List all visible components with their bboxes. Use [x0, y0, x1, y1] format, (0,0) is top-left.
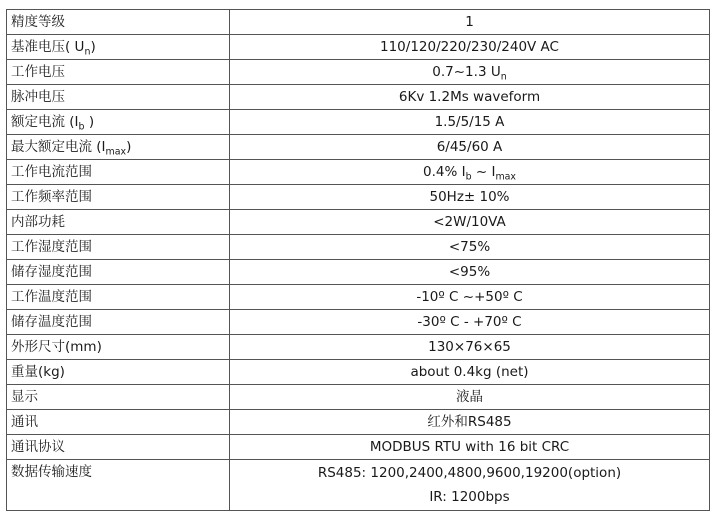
cell-text: 110/120/220/230/240V AC	[380, 39, 559, 55]
value-cell	[230, 85, 710, 110]
cell-text: 130×76×65	[428, 339, 511, 355]
cell-text: <95%	[448, 264, 491, 280]
cell-text: 通讯协议	[11, 439, 65, 455]
parameter-cell	[7, 135, 230, 160]
table-row	[7, 410, 710, 435]
subscript: max	[495, 171, 517, 183]
cell-text: RS485: 1200,2400,4800,9600,19200(option)	[317, 465, 622, 481]
cell-text: ~ I	[471, 164, 496, 180]
parameter-cell	[7, 360, 230, 385]
cell-text: MODBUS RTU with 16 bit CRC	[369, 439, 570, 455]
subscript: b	[78, 121, 85, 133]
cell-text: -30º C - +70º C	[417, 314, 522, 330]
cell-text: 工作温度范围	[11, 289, 92, 305]
cell-text: 重量(kg)	[11, 364, 65, 380]
table-row	[7, 210, 710, 235]
cell-text: 液晶	[456, 389, 483, 405]
cell-text: 储存湿度范围	[11, 264, 92, 280]
table-row	[7, 335, 710, 360]
parameter-cell	[7, 385, 230, 410]
spec-table	[6, 9, 710, 511]
table-row	[7, 235, 710, 260]
value-line	[234, 461, 705, 485]
cell-text: 50Hz± 10%	[429, 189, 510, 205]
cell-text: 0.4% I	[422, 164, 466, 180]
value-cell	[230, 35, 710, 60]
parameter-cell	[7, 285, 230, 310]
value-cell	[230, 360, 710, 385]
cell-text: 通讯	[11, 414, 38, 430]
table-row	[7, 135, 710, 160]
cell-text: 内部功耗	[11, 214, 65, 230]
table-row	[7, 360, 710, 385]
cell-text: 0.7~1.3 U	[432, 64, 501, 80]
table-row	[7, 85, 710, 110]
cell-text: IR: 1200bps	[429, 489, 510, 505]
cell-text: 最大额定电流 (I	[11, 139, 106, 155]
parameter-cell	[7, 160, 230, 185]
value-cell	[230, 335, 710, 360]
cell-text: 基准电压( U	[11, 39, 85, 55]
cell-text: 1.5/5/15 A	[434, 114, 505, 130]
parameter-cell	[7, 85, 230, 110]
value-cell	[230, 285, 710, 310]
parameter-cell	[7, 235, 230, 260]
cell-text: 工作电压	[11, 64, 65, 80]
parameter-cell	[7, 110, 230, 135]
parameter-cell	[7, 260, 230, 285]
subscript: max	[105, 146, 127, 158]
subscript: n	[500, 71, 507, 83]
cell-text: 6Kv 1.2Ms waveform	[398, 89, 541, 105]
parameter-cell	[7, 35, 230, 60]
cell-text: 红外和RS485	[427, 414, 512, 430]
table-row	[7, 35, 710, 60]
value-cell	[230, 435, 710, 460]
table-row	[7, 10, 710, 35]
value-cell	[230, 110, 710, 135]
table-row	[7, 310, 710, 335]
cell-text: 工作频率范围	[11, 189, 92, 205]
parameter-cell	[7, 185, 230, 210]
subscript: b	[465, 171, 472, 183]
value-cell	[230, 410, 710, 435]
parameter-cell	[7, 460, 230, 511]
value-cell	[230, 235, 710, 260]
table-row	[7, 385, 710, 410]
table-row	[7, 110, 710, 135]
parameter-cell	[7, 435, 230, 460]
value-cell	[230, 60, 710, 85]
cell-text: 工作电流范围	[11, 164, 92, 180]
table-row	[7, 460, 710, 511]
value-cell	[230, 460, 710, 511]
cell-text: 精度等级	[11, 14, 65, 30]
parameter-cell	[7, 60, 230, 85]
parameter-cell	[7, 10, 230, 35]
cell-text: -10º C ~+50º C	[416, 289, 523, 305]
cell-text: 显示	[11, 389, 38, 405]
table-row	[7, 285, 710, 310]
cell-text: about 0.4kg (net)	[410, 364, 529, 380]
value-cell	[230, 210, 710, 235]
cell-text: 工作湿度范围	[11, 239, 92, 255]
cell-text: <75%	[448, 239, 491, 255]
cell-text: 1	[465, 14, 474, 30]
value-cell	[230, 160, 710, 185]
parameter-cell	[7, 310, 230, 335]
value-cell	[230, 385, 710, 410]
value-cell	[230, 10, 710, 35]
table-row	[7, 160, 710, 185]
cell-text: )	[84, 114, 95, 130]
value-cell	[230, 260, 710, 285]
cell-text: 6/45/60 A	[436, 139, 503, 155]
cell-text: )	[90, 39, 96, 55]
cell-text: <2W/10VA	[433, 214, 506, 230]
table-row	[7, 260, 710, 285]
cell-text: 额定电流 (I	[11, 114, 79, 130]
table-row	[7, 185, 710, 210]
table-row	[7, 435, 710, 460]
value-cell	[230, 310, 710, 335]
cell-text: 外形尺寸(mm)	[11, 339, 102, 355]
parameter-cell	[7, 410, 230, 435]
value-cell	[230, 185, 710, 210]
value-line	[234, 485, 705, 509]
cell-text: 脉冲电压	[11, 89, 65, 105]
parameter-cell	[7, 210, 230, 235]
value-cell	[230, 135, 710, 160]
cell-text: 储存温度范围	[11, 314, 92, 330]
cell-text: )	[126, 139, 132, 155]
subscript: n	[84, 46, 91, 58]
table-row	[7, 60, 710, 85]
spec-table-body	[7, 10, 710, 511]
parameter-cell	[7, 335, 230, 360]
cell-text: 数据传输速度	[11, 464, 92, 480]
